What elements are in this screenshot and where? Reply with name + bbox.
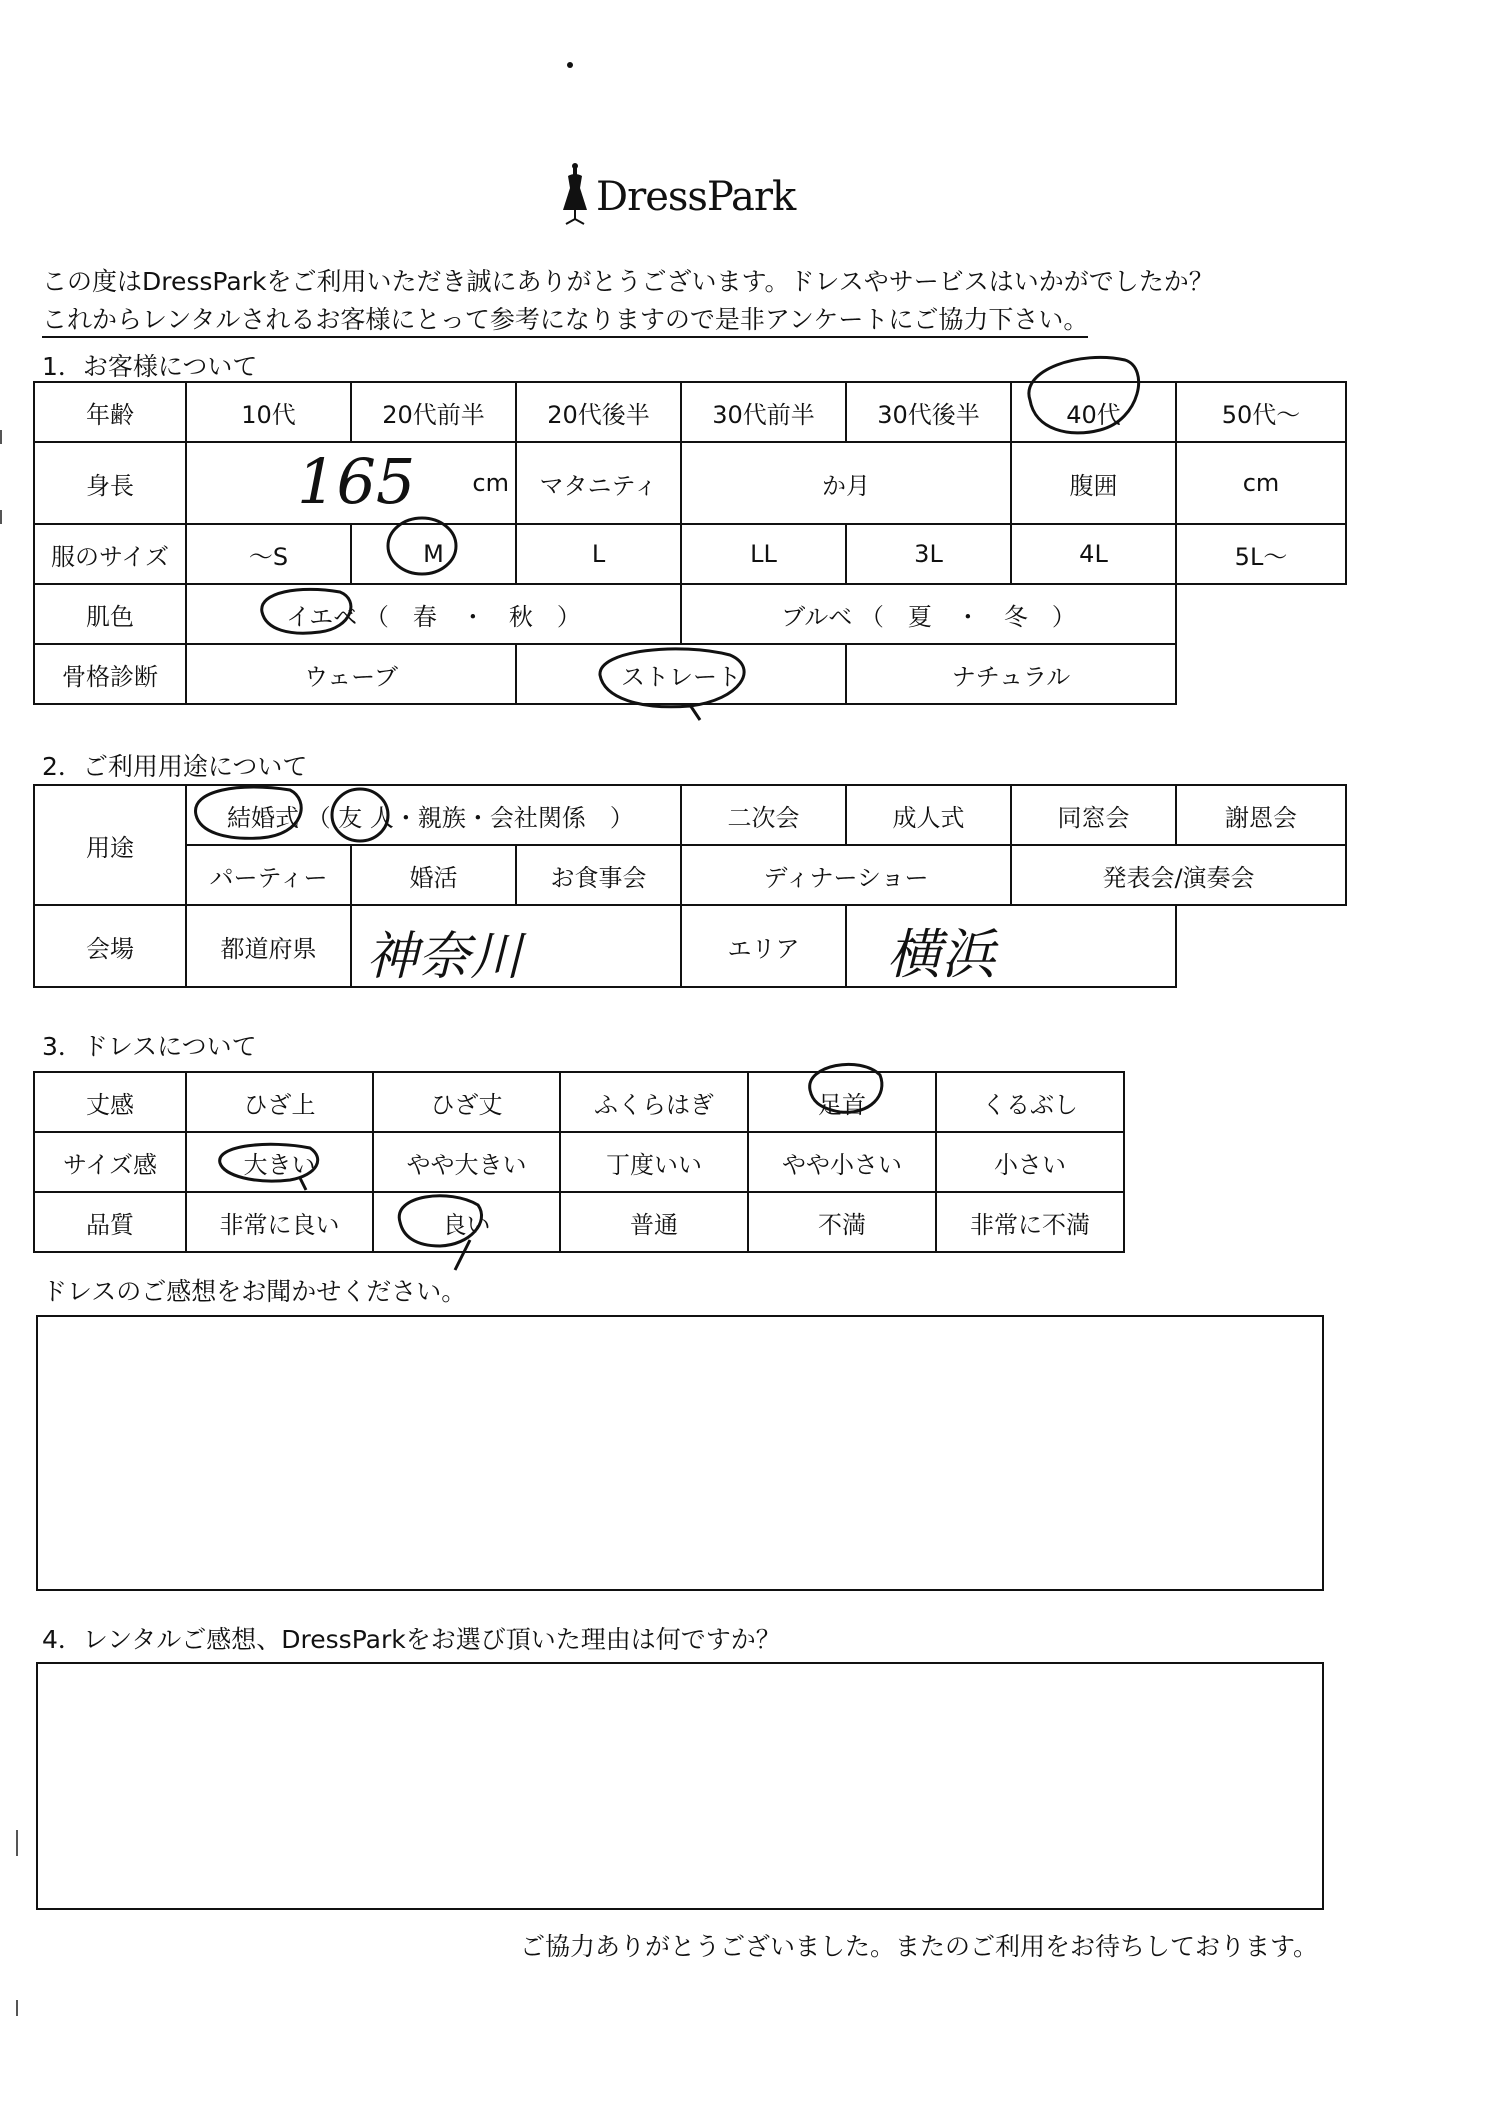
section-2-title: 2．ご利用用途について [42, 752, 308, 781]
length-row [34, 1072, 1124, 1132]
age-option[interactable]: 20代後半 [516, 382, 681, 442]
customer-info-table [33, 381, 1347, 705]
length-option[interactable]: ふくらはぎ [560, 1072, 748, 1132]
fit-row [34, 1132, 1124, 1192]
usage-option[interactable]: 謝恩会 [1176, 785, 1346, 845]
usage-option[interactable]: お食事会 [516, 845, 681, 905]
waist-label: 腹囲 [1011, 442, 1176, 524]
waist-unit[interactable]: cm [1176, 442, 1346, 524]
length-option-selected[interactable]: 足首 [748, 1072, 936, 1132]
height-label: 身長 [34, 442, 186, 524]
empty-cell [1176, 644, 1346, 704]
skin-yellow-label: イエベ [286, 602, 358, 631]
usage-option[interactable]: 二次会 [681, 785, 846, 845]
usage-option[interactable]: パーティー [186, 845, 351, 905]
dress-comment-box[interactable] [36, 1315, 1324, 1591]
height-unit: cm [472, 469, 509, 497]
length-option[interactable]: くるぶし [936, 1072, 1124, 1132]
skin-blue-seasons: （ 夏 ・ 冬 ） [859, 602, 1076, 631]
usage-option[interactable]: 成人式 [846, 785, 1011, 845]
size-option[interactable]: 5L～ [1176, 524, 1346, 584]
age-option[interactable]: 50代～ [1176, 382, 1346, 442]
brand-name: DressPark [596, 174, 796, 220]
scan-mark [16, 2000, 18, 2016]
scan-dot [567, 62, 573, 68]
rental-comment-box[interactable] [36, 1662, 1324, 1910]
area-field[interactable] [846, 905, 1176, 987]
empty-cell [1176, 905, 1346, 987]
height-field[interactable] [186, 442, 516, 524]
usage-option[interactable]: ディナーショー [681, 845, 1011, 905]
wedding-friend: 友 [338, 803, 363, 832]
frame-option[interactable]: ウェーブ [186, 644, 516, 704]
prefecture-label: 都道府県 [186, 905, 351, 987]
fit-option[interactable]: 小さい [936, 1132, 1124, 1192]
usage-option[interactable]: 同窓会 [1011, 785, 1176, 845]
fit-option[interactable]: 丁度いい [560, 1132, 748, 1192]
section-3-title: 3．ドレスについて [42, 1032, 257, 1061]
venue-row [34, 905, 1346, 987]
height-row [34, 442, 1346, 524]
skin-label: 肌色 [34, 584, 186, 644]
age-option[interactable]: 30代後半 [846, 382, 1011, 442]
wedding-label: 結婚式 [227, 803, 299, 832]
quality-option[interactable]: 不満 [748, 1192, 936, 1252]
size-option[interactable]: 4L [1011, 524, 1176, 584]
prefecture-field[interactable] [351, 905, 681, 987]
size-option[interactable]: LL [681, 524, 846, 584]
scan-mark [16, 1830, 18, 1856]
quality-label: 品質 [34, 1192, 186, 1252]
size-option[interactable]: 3L [846, 524, 1011, 584]
length-option[interactable]: ひざ丈 [373, 1072, 560, 1132]
skin-yellow-seasons: （ 春 ・ 秋 ） [364, 602, 581, 631]
size-row [34, 524, 1346, 584]
length-label: 丈感 [34, 1072, 186, 1132]
empty-cell [1176, 584, 1346, 644]
skin-blue-label: ブルベ [781, 602, 853, 631]
fit-option[interactable]: やや大きい [373, 1132, 560, 1192]
closing-message: ご協力ありがとうございました。またのご利用をお待ちしております。 [520, 1932, 1319, 1961]
size-option[interactable]: L [516, 524, 681, 584]
usage-option[interactable]: 発表会/演奏会 [1011, 845, 1346, 905]
quality-option[interactable]: 非常に良い [186, 1192, 373, 1252]
fit-option-selected[interactable]: 大きい [186, 1132, 373, 1192]
wedding-relations: 人・親族・会社関係 ） [369, 803, 634, 832]
venue-label: 会場 [34, 905, 186, 987]
age-option-selected[interactable]: 40代 [1011, 382, 1176, 442]
length-option[interactable]: ひざ上 [186, 1072, 373, 1132]
scan-mark [0, 510, 2, 524]
scan-mark [0, 430, 2, 444]
section-1-title: 1．お客様について [42, 352, 258, 381]
wedding-paren: （ [306, 803, 331, 832]
section-4-title: 4．レンタルご感想、DressParkをお選び頂いた理由は何ですか？ [42, 1625, 781, 1654]
dress-comment-prompt: ドレスのご感想をお聞かせください。 [42, 1277, 467, 1306]
area-label: エリア [681, 905, 846, 987]
dress-form-icon [560, 162, 590, 226]
area-value: 横浜 [887, 923, 995, 986]
frame-option[interactable]: ナチュラル [846, 644, 1176, 704]
age-row [34, 382, 1346, 442]
maternity-months[interactable]: か月 [681, 442, 1011, 524]
maternity-label: マタニティ [516, 442, 681, 524]
age-option[interactable]: 20代前半 [351, 382, 516, 442]
prefecture-value: 神奈川 [366, 927, 523, 987]
dress-table [33, 1071, 1125, 1253]
age-option[interactable]: 10代 [186, 382, 351, 442]
quality-option[interactable]: 非常に不満 [936, 1192, 1124, 1252]
age-option[interactable]: 30代前半 [681, 382, 846, 442]
usage-row-1 [34, 785, 1346, 845]
skin-option-blue[interactable] [681, 584, 1176, 644]
skin-option-yellow[interactable] [186, 584, 681, 644]
frame-row [34, 644, 1346, 704]
quality-option-selected[interactable]: 良い [373, 1192, 560, 1252]
intro-line-1: この度はDressParkをご利用いただき誠にありがとうございます。ドレスやサービスはいかがでしたか？ [42, 267, 1214, 296]
size-option[interactable]: ～S [186, 524, 351, 584]
fit-label: サイズ感 [34, 1132, 186, 1192]
quality-option[interactable]: 普通 [560, 1192, 748, 1252]
frame-label: 骨格診断 [34, 644, 186, 704]
usage-table [33, 784, 1347, 988]
skin-row [34, 584, 1346, 644]
purpose-label: 用途 [34, 785, 186, 905]
age-label: 年齢 [34, 382, 186, 442]
wedding-option[interactable] [186, 785, 681, 845]
frame-option-selected[interactable]: ストレート [516, 644, 846, 704]
size-label: 服のサイズ [34, 524, 186, 584]
brand-logo [560, 160, 800, 230]
usage-option[interactable]: 婚活 [351, 845, 516, 905]
height-value: 165 [297, 445, 416, 518]
quality-row [34, 1192, 1124, 1252]
size-option-selected[interactable]: M [351, 524, 516, 584]
fit-option[interactable]: やや小さい [748, 1132, 936, 1192]
usage-row-2 [34, 845, 1346, 905]
intro-line-2: これからレンタルされるお客様にとって参考になりますので是非アンケートにご協力下さい。 [42, 300, 1088, 338]
